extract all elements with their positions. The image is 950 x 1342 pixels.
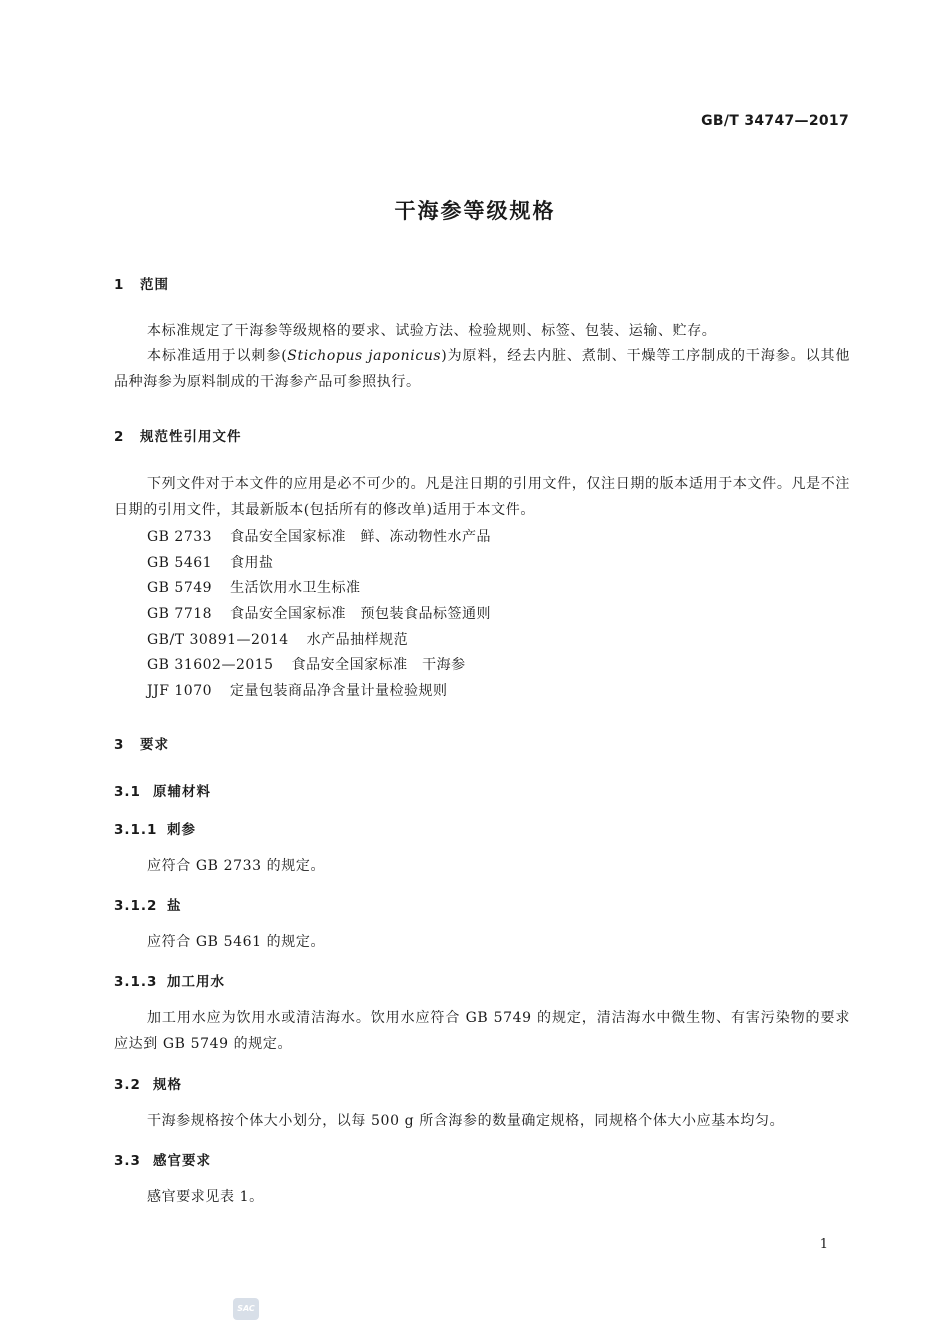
- section-1-para-2: 本标准适用于以刺参(Stichopus japonicus)为原料，经去内脏、煮制、干燥等工序制成的干海参。以其他品种海参为原料制成的干海参产品可参照执行。: [114, 348, 851, 390]
- section-2-intro: 下列文件对于本文件的应用是必不可少的。凡是注日期的引用文件，仅注日期的版本适用于本文件。凡是不注日期的引用文件，其最新版本(包括所有的修改单)适用于本文件。: [114, 476, 850, 518]
- section-3-1-2-heading: 3.1.2 盐: [114, 898, 182, 914]
- section-1-heading: 1 范围: [114, 277, 169, 293]
- standard-number: GB/T 34747—2017: [701, 113, 849, 129]
- latin-species-name: Stichopus japonicus: [287, 348, 442, 364]
- section-3-1-2-text: 应符合 GB 5461 的规定。: [147, 934, 326, 950]
- section-3-3-heading: 3.3 感官要求: [114, 1153, 211, 1169]
- sac-logo: SAC: [233, 1298, 259, 1320]
- section-3-heading: 3 要求: [114, 737, 169, 753]
- reference-item: GB 31602—2015 食品安全国家标准 干海参: [147, 657, 466, 673]
- section-3-1-3-heading: 3.1.3 加工用水: [114, 974, 225, 990]
- reference-item: JJF 1070 定量包装商品净含量计量检验规则: [147, 683, 448, 699]
- reference-item: GB 5461 食用盐: [147, 555, 274, 571]
- reference-item: GB/T 30891—2014 水产品抽样规范: [147, 632, 409, 648]
- section-3-1-heading: 3.1 原辅材料: [114, 784, 211, 800]
- section-3-1-1-heading: 3.1.1 刺参: [114, 822, 196, 838]
- section-3-1-3-text: 加工用水应为饮用水或清洁海水。饮用水应符合 GB 5749 的规定，清洁海水中微生物、有害污染物的要求应达到 GB 5749 的规定。: [114, 1010, 850, 1052]
- section-1-para-1: 本标准规定了干海参等级规格的要求、试验方法、检验规则、标签、包装、运输、贮存。: [147, 323, 717, 339]
- document-title: 干海参等级规格: [394, 199, 556, 223]
- reference-item: GB 5749 生活饮用水卫生标准: [147, 580, 361, 596]
- section-3-2-text: 干海参规格按个体大小划分，以每 500 g 所含海参的数量确定规格，同规格个体大小应基本均匀。: [147, 1113, 785, 1129]
- reference-item: GB 2733 食品安全国家标准 鲜、冻动物性水产品: [147, 529, 492, 545]
- section-2-heading: 2 规范性引用文件: [114, 429, 242, 445]
- reference-item: GB 7718 食品安全国家标准 预包装食品标签通则: [147, 606, 492, 622]
- section-3-2-heading: 3.2 规格: [114, 1077, 182, 1093]
- section-3-3-text: 感官要求见表 1。: [147, 1189, 264, 1205]
- section-3-1-1-text: 应符合 GB 2733 的规定。: [147, 858, 326, 874]
- page-number: 1: [819, 1237, 828, 1252]
